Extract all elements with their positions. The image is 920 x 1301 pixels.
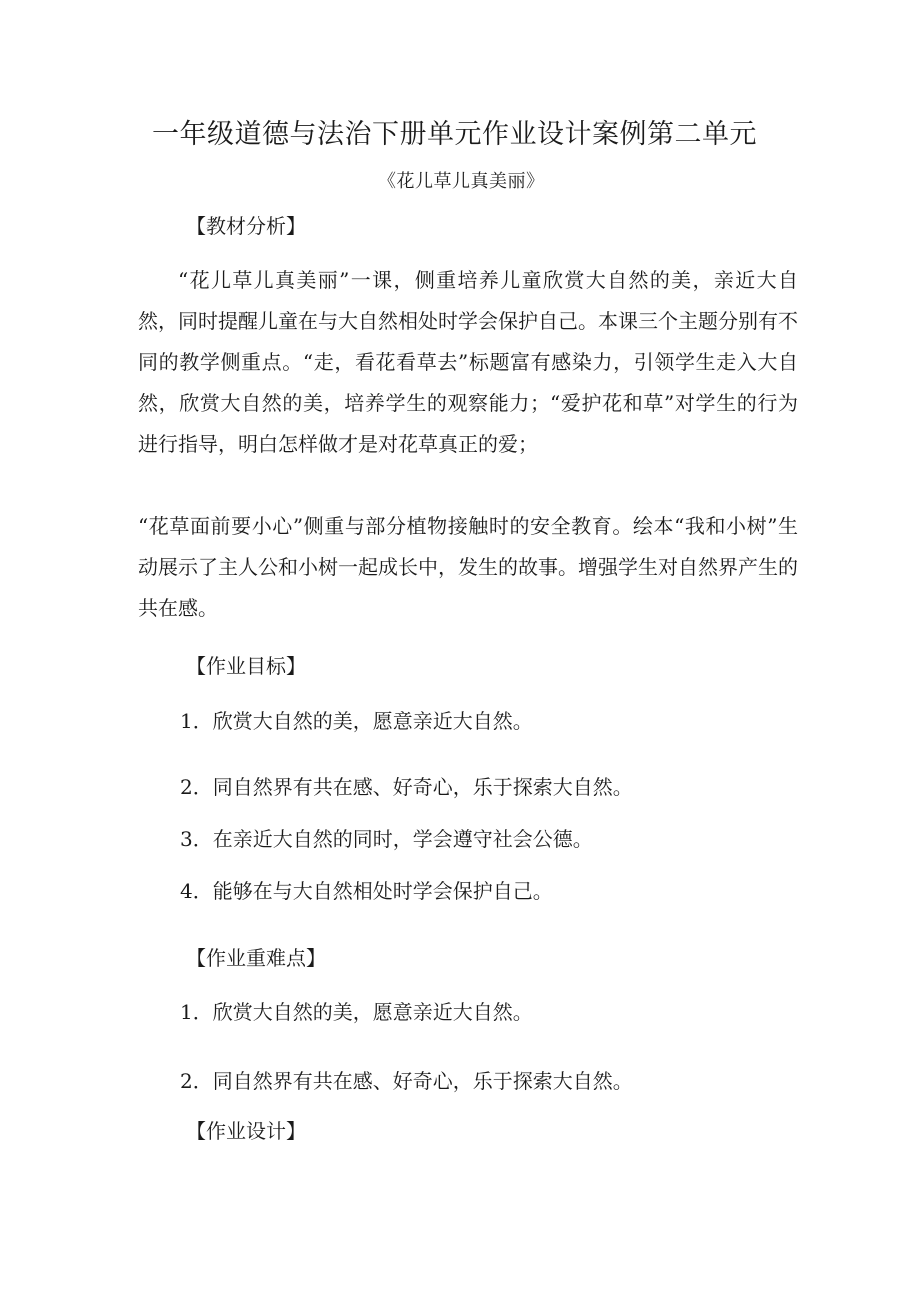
analysis-paragraph-2: “花草面前要小心”侧重与部分植物接触时的安全教育。绘本“我和小树”生动展示了主人公和小树一起成长中，发生的故事。增强学生对自然界产生的共在感。 bbox=[138, 514, 798, 620]
heading-goals: 【作业目标】 bbox=[186, 654, 306, 678]
heading-key-points: 【作业重难点】 bbox=[186, 946, 326, 970]
key-point-item: 2．同自然界有共在感、好奇心，乐于探索大自然。 bbox=[180, 1069, 633, 1093]
document-subtitle: 《花儿草儿真美丽》 bbox=[378, 171, 545, 192]
goal-item: 3．在亲近大自然的同时，学会遵守社会公德。 bbox=[180, 827, 593, 851]
goal-item: 4．能够在与大自然相处时学会保护自己。 bbox=[180, 879, 553, 903]
heading-design: 【作业设计】 bbox=[186, 1119, 306, 1143]
heading-analysis: 【教材分析】 bbox=[186, 214, 306, 238]
goal-item: 2．同自然界有共在感、好奇心，乐于探索大自然。 bbox=[180, 775, 633, 799]
goal-item: 1．欣赏大自然的美，愿意亲近大自然。 bbox=[180, 709, 533, 733]
key-point-item: 1．欣赏大自然的美，愿意亲近大自然。 bbox=[180, 1000, 533, 1024]
document-title: 一年级道德与法治下册单元作业设计案例第二单元 bbox=[152, 119, 757, 150]
analysis-paragraph-1: “花儿草儿真美丽”一课，侧重培养儿童欣赏大自然的美，亲近大自然，同时提醒儿童在与大自然相处时学会保护自己。本课三个主题分别有不同的教学侧重点。“走，看花看草去”标题富有感染力，引领学生走入大自然，欣赏大自然的美，培养学生的观察能力；“爱护花和草”对学生的行为进行指导，明白怎样做才是对花草真正的爱； bbox=[138, 268, 798, 456]
